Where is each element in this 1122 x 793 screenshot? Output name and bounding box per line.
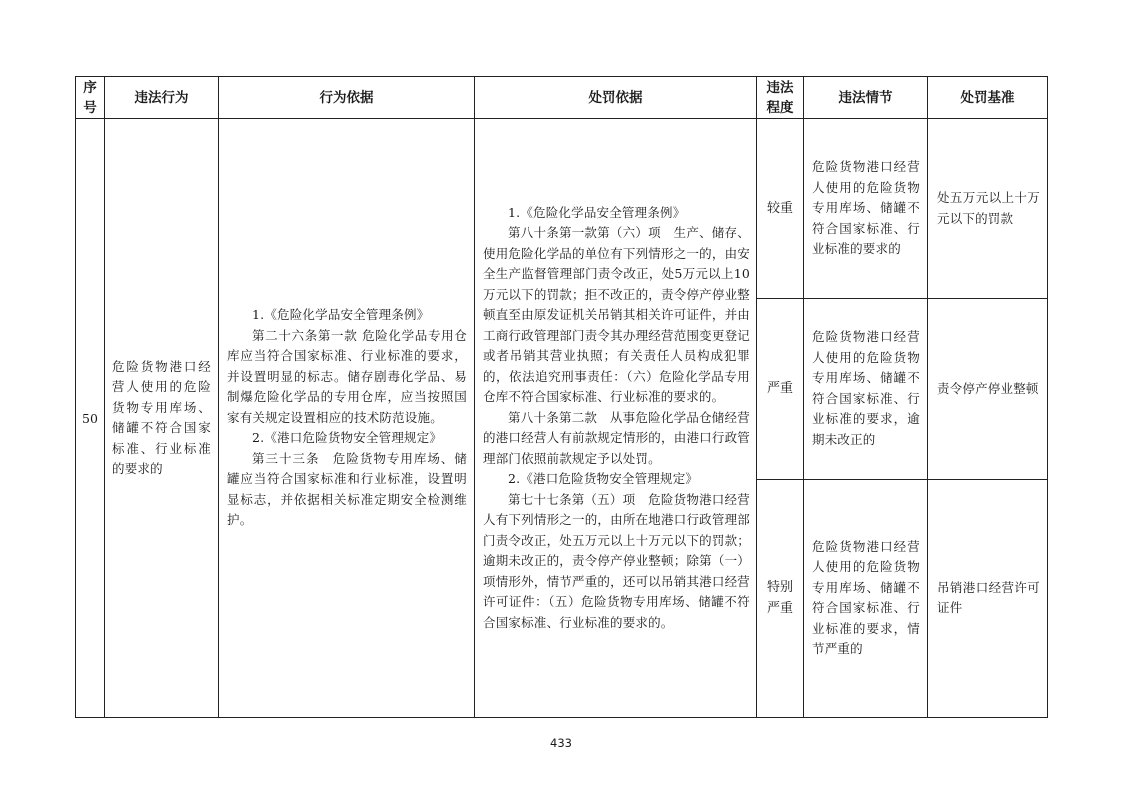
degree-very-severe: 特别严重 [757,479,804,717]
basis-title-2: 2.《港口危险货物安全管理规定》 [252,430,443,446]
penalty-title-1: 1.《危险化学品安全管理条例》 [508,204,686,220]
standard-severe: 责令停产停业整顿 [928,299,1048,479]
header-act: 违法行为 [105,77,219,119]
header-degree: 违法程度 [757,77,804,119]
page-number: 433 [550,736,572,750]
header-penalty-basis: 处罚依据 [475,77,757,119]
basis-article-1: 第二十六条第一款 危险化学品专用仓库应当符合国家标准、行业标准的要求，并设置明显的标志。储存剧毒化学品、易制爆危险化学品的专用仓库，应当按照国家有关规定设置相应的技术防范设施。 [227,327,467,425]
standard-very-severe: 吊销港口经营许可证件 [928,479,1048,717]
header-circumstances: 违法情节 [804,77,928,119]
degree-severe: 严重 [757,299,804,479]
penalty-article-1: 第八十条第一款第（六）项 生产、储存、使用危险化学品的单位有下列情形之一的，由安全生产监督管理部门责令改正，处5万元以上10万元以下的罚款；拒不改正的，责令停产停业整顿直至由原发证机关吊销其相关许可证件，并由工商行政管理部门责令其办理经营范围变更登记或者吊销其营业执照；有关责任人员构成犯罪的，依法追究刑事责任：（六）危险化学品专用仓库不符合国家标准、行业标准的要求的。 [483,225,750,405]
penalty-title-2: 2.《港口危险货物安全管理规定》 [508,471,699,487]
penalty-standard-table [75,76,1048,718]
table-row [76,119,1048,299]
penalty-article-3: 第七十七条第（五）项 危险货物港口经营人有下列情形之一的，由所在地港口行政管理部门责令改正，处五万元以上十万元以下的罚款；逾期未改正的，责令停产停业整顿；除第（一）项情形外，情节严重的，还可以吊销其港口经营许可证件：（五）危险货物专用库场、储罐不符合国家标准、行业标准的要求的。 [483,491,750,630]
penalty-basis [475,119,757,718]
row-number: 50 [76,119,105,718]
circumstance-severe: 危险货物港口经营人使用的危险货物专用库场、储罐不符合国家标准、行业标准的要求，逾期未改正的 [804,299,928,479]
behavior-basis [219,119,475,718]
standard-serious: 处五万元以上十万元以下的罚款 [928,119,1048,299]
degree-serious: 较重 [757,119,804,299]
penalty-article-2: 第八十条第二款 从事危险化学品仓储经营的港口经营人有前款规定情形的，由港口行政管理部门依照前款规定予以处罚。 [483,409,750,466]
violation-act: 危险货物港口经营人使用的危险货物专用库场、储罐不符合国家标准、行业标准的要求的 [105,119,219,718]
circumstance-very-severe: 危险货物港口经营人使用的危险货物专用库场、储罐不符合国家标准、行业标准的要求，情节严重的 [804,479,928,717]
basis-article-2: 第三十三条 危险货物专用库场、储罐应当符合国家标准和行业标准，设置明显标志，并依据相关标准定期安全检测维护。 [227,450,467,528]
header-standard: 处罚基准 [928,77,1048,119]
header-row [76,77,1048,119]
circumstance-serious: 危险货物港口经营人使用的危险货物专用库场、储罐不符合国家标准、行业标准的要求的 [804,119,928,299]
header-basis: 行为依据 [219,77,475,119]
basis-title-1: 1.《危险化学品安全管理条例》 [252,307,430,323]
header-no: 序号 [76,77,105,119]
